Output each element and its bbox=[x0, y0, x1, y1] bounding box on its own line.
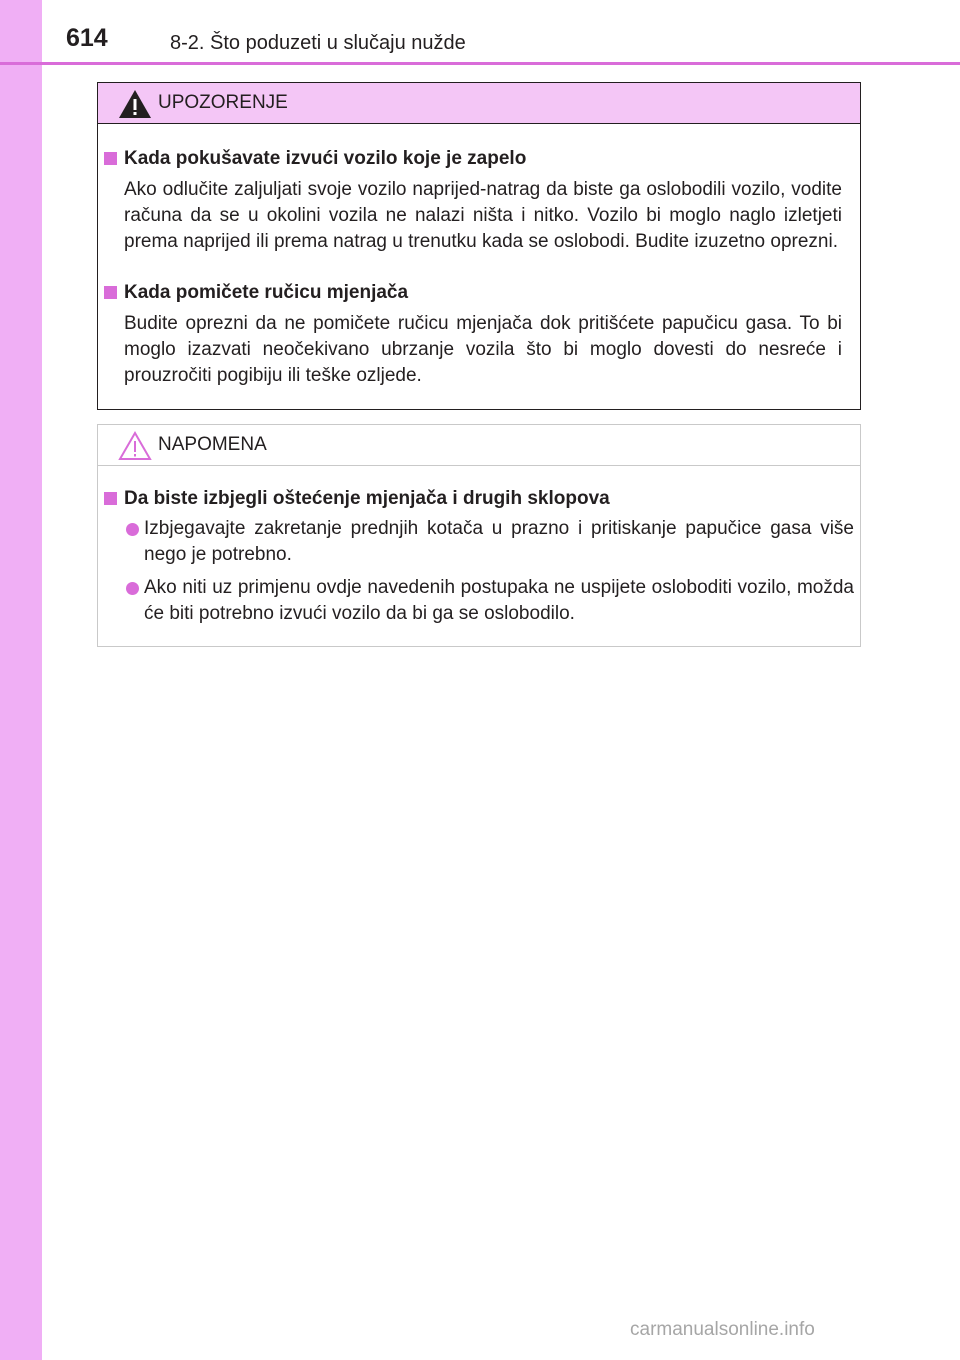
header-divider bbox=[0, 62, 960, 65]
watermark: carmanualsonline.info bbox=[630, 1319, 815, 1340]
warning-triangle-icon bbox=[118, 89, 152, 119]
square-bullet-icon bbox=[104, 286, 117, 299]
note-bullet-text: Ako niti uz primjenu ovdje navedenih postupaka ne uspijete osloboditi vozilo, možda će biti potrebno izvući vozilo da bi ga se oslobodilo. bbox=[144, 577, 854, 624]
square-bullet-icon bbox=[104, 492, 117, 505]
warning-item-text: Budite oprezni da ne pomičete ručicu mjenjača dok pritišćete papučicu gasa. To bi moglo izazvati neočekivano ubrzanje vozila što bi moglo dovesti do nesreće i prouzročiti pogibiju ili teške ozljede. bbox=[124, 313, 842, 386]
section-title: 8-2. Što poduzeti u slučaju nužde bbox=[170, 32, 466, 54]
note-box: NAPOMENA Da biste izbjegli oštećenje mjenjača i drugih sklopova Izbjegavajte zakretanje prednjih kotača u prazno i pritiskanje papučice gasa više nego je potrebno. Ako niti uz primjenu ovdje navedenih postupaka ne uspijete osloboditi vozilo, možda će biti potrebno izvući vozilo da bi ga se oslobodilo. bbox=[97, 424, 861, 647]
note-bullet-text: Izbjegavajte zakretanje prednjih kotača u prazno i pritiskanje papučice gasa više nego je potrebno. bbox=[144, 518, 854, 565]
round-bullet-icon bbox=[126, 523, 139, 536]
square-bullet-icon bbox=[104, 152, 117, 165]
note-title: NAPOMENA bbox=[158, 434, 267, 455]
warning-title: UPOZORENJE bbox=[158, 92, 288, 113]
note-header bbox=[98, 425, 860, 466]
warning-box: UPOZORENJE Kada pokušavate izvući vozilo koje je zapelo Ako odlučite zaljuljati svoje vozilo naprijed-natrag da biste ga oslobodili vozilo, vodite računa da se u okolini vozila ne nalazi ništa i nitko. Vozilo bi moglo naglo izletjeti prema naprijed ili prema natrag u trenutku kada se oslobodi. Budite izuzetno oprezni. Kada pomičete ručicu mjenjača Budite oprezni da ne pomičete ručicu mjenjača dok pritišćete papučicu gasa. To bi moglo izazvati neočekivano ubrzanje vozila što bi moglo dovesti do nesreće i prouzročiti pogibiju ili teške ozljede. bbox=[97, 82, 861, 410]
caution-outline-triangle-icon bbox=[118, 431, 152, 461]
round-bullet-icon bbox=[126, 582, 139, 595]
warning-header bbox=[98, 83, 860, 124]
side-tab-bar bbox=[0, 0, 42, 1360]
warning-item-text: Ako odlučite zaljuljati svoje vozilo naprijed-natrag da biste ga oslobodili vozilo, vodite računa da se u okolini vozila ne nalazi ništa i nitko. Vozilo bi moglo naglo izletjeti prema naprijed ili prema natrag u trenutku kada se oslobodi. Budite izuzetno oprezni. bbox=[124, 179, 842, 252]
page-number: 614 bbox=[66, 24, 108, 52]
